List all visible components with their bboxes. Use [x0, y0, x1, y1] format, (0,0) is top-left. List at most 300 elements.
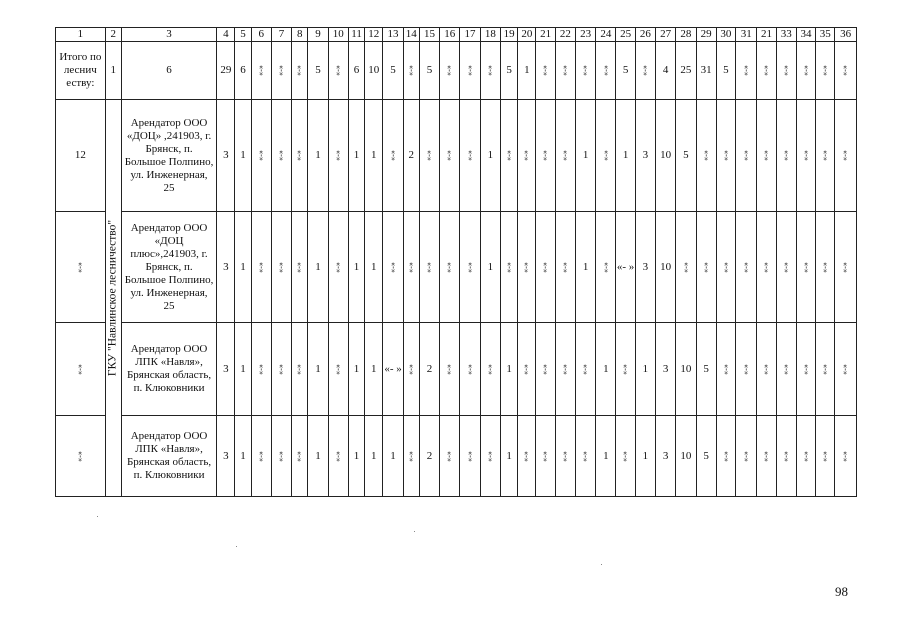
table-row: [56, 323, 857, 416]
ditto-mark: «-»: [522, 363, 532, 375]
ditto-mark: «-»: [256, 450, 266, 462]
row-value: [796, 212, 815, 323]
scan-speck: [236, 546, 237, 547]
column-number: 30: [716, 28, 735, 42]
organization-address: Арендатор ООО ЛПК «Навля», Брянская область, п. Клюковники: [121, 323, 216, 416]
ditto-mark: «-»: [781, 450, 791, 462]
row-value: [835, 212, 857, 323]
total-col2: 1: [105, 42, 121, 100]
row-value: [419, 212, 439, 323]
column-number: 9: [308, 28, 328, 42]
row-value: [251, 416, 271, 497]
row-value: [440, 323, 460, 416]
ditto-mark: «-»: [333, 150, 343, 161]
column-number: 21: [757, 28, 776, 42]
ditto-mark: «-»: [541, 450, 551, 462]
ditto-mark: «-»: [75, 363, 85, 375]
column-number: 16: [440, 28, 460, 42]
column-number: 13: [383, 28, 403, 42]
column-number: 29: [696, 28, 716, 42]
ditto-mark: «-»: [333, 65, 343, 76]
ditto-mark: «-»: [445, 65, 455, 76]
ditto-mark: «-»: [721, 150, 731, 161]
ditto-mark: «-»: [741, 65, 751, 76]
ditto-mark: «-»: [781, 261, 791, 273]
column-number: 2: [105, 28, 121, 42]
total-value: [736, 42, 757, 100]
ditto-mark: «-»: [541, 261, 551, 273]
ditto-mark: «-»: [741, 261, 751, 273]
row-value: [816, 323, 835, 416]
row-value: 10: [676, 323, 696, 416]
column-number: 19: [500, 28, 517, 42]
row-value: [796, 100, 815, 212]
ditto-mark: «-»: [841, 150, 851, 161]
total-value: 31: [696, 42, 716, 100]
row-value: [816, 100, 835, 212]
row-number: 12: [56, 100, 106, 212]
ditto-mark: «-»: [560, 450, 570, 462]
ditto-mark: «-»: [522, 450, 532, 462]
row-value: [460, 212, 480, 323]
row-value: [518, 323, 536, 416]
column-number: 3: [121, 28, 216, 42]
ditto-mark: «-»: [761, 150, 771, 161]
total-value: [480, 42, 500, 100]
row-value: [696, 212, 716, 323]
row-value: [555, 323, 575, 416]
row-value: 3: [656, 416, 676, 497]
ditto-mark: «-»: [445, 450, 455, 462]
ditto-mark: «-»: [256, 261, 266, 273]
ditto-mark: «-»: [445, 261, 455, 273]
ditto-mark: «-»: [295, 65, 305, 76]
column-number: 35: [816, 28, 835, 42]
row-value: 1: [365, 323, 383, 416]
ditto-mark: «-»: [820, 150, 830, 161]
row-value: [518, 212, 536, 323]
row-value: [500, 100, 517, 212]
row-value: [575, 323, 595, 416]
row-value: [716, 212, 735, 323]
row-value: 1: [635, 323, 655, 416]
row-value: 1: [308, 323, 328, 416]
ditto-mark: «-»: [445, 150, 455, 161]
ditto-mark: «-»: [801, 261, 811, 273]
ditto-mark: «-»: [256, 150, 266, 161]
row-value: [271, 416, 291, 497]
row-value: 1: [235, 212, 251, 323]
row-value: 2: [403, 100, 419, 212]
row-value: [835, 416, 857, 497]
row-value: 1: [365, 416, 383, 497]
total-value: [440, 42, 460, 100]
ditto-mark: «-»: [75, 450, 85, 462]
ditto-mark: «-»: [388, 150, 398, 161]
ditto-mark: «-»: [522, 150, 532, 161]
ditto-mark: «-»: [277, 65, 287, 76]
ditto-mark: «-»: [681, 261, 691, 273]
row-value: 1: [348, 212, 364, 323]
column-number: 25: [616, 28, 635, 42]
row-number: [56, 212, 106, 323]
column-number: 36: [835, 28, 857, 42]
ditto-mark: «-»: [841, 450, 851, 462]
ditto-mark: «-»: [295, 363, 305, 375]
column-number: 14: [403, 28, 419, 42]
ditto-mark: «-»: [721, 450, 731, 462]
row-value: [480, 416, 500, 497]
row-value: 1: [616, 100, 635, 212]
total-value: 6: [235, 42, 251, 100]
total-value: [536, 42, 555, 100]
row-value: [383, 212, 403, 323]
ditto-mark: «-»: [425, 150, 435, 161]
ditto-mark: «-»: [504, 150, 514, 161]
row-value: 1: [235, 416, 251, 497]
total-value: 4: [656, 42, 676, 100]
total-label: Итого по леснич еству:: [56, 42, 106, 100]
forestry-name-cell: [105, 100, 121, 497]
ditto-mark: «-»: [277, 450, 287, 462]
total-value: [757, 42, 776, 100]
column-number: 33: [776, 28, 796, 42]
row-value: [271, 323, 291, 416]
ditto-mark: «-»: [256, 65, 266, 76]
row-value: [403, 323, 419, 416]
row-value: 1: [308, 212, 328, 323]
column-number-row: [56, 28, 857, 42]
total-value: [403, 42, 419, 100]
row-value: 1: [308, 416, 328, 497]
row-value: [716, 100, 735, 212]
scan-speck: [97, 516, 98, 517]
ditto-mark: «-»: [801, 150, 811, 161]
row-value: 1: [383, 416, 403, 497]
row-value: 3: [635, 212, 655, 323]
row-value: [716, 323, 735, 416]
row-value: 1: [348, 100, 364, 212]
row-value: 10: [656, 212, 676, 323]
row-value: [596, 212, 616, 323]
total-value: 5: [616, 42, 635, 100]
row-value: [716, 416, 735, 497]
row-value: [757, 416, 776, 497]
row-value: [596, 100, 616, 212]
ditto-mark: «-»: [485, 363, 495, 375]
column-number: 18: [480, 28, 500, 42]
row-value: [776, 212, 796, 323]
total-value: 5: [383, 42, 403, 100]
column-number: 11: [348, 28, 364, 42]
ditto-mark: «-»: [333, 261, 343, 273]
ditto-mark: «-»: [820, 450, 830, 462]
row-value: 1: [235, 323, 251, 416]
row-value: 1: [635, 416, 655, 497]
row-value: 5: [696, 416, 716, 497]
page-number: 98: [835, 584, 848, 599]
row-value: [440, 100, 460, 212]
row-value: [440, 212, 460, 323]
row-value: 5: [676, 100, 696, 212]
row-value: [403, 212, 419, 323]
total-value: [796, 42, 815, 100]
scan-speck: [414, 531, 415, 532]
column-number: 6: [251, 28, 271, 42]
total-value: 5: [419, 42, 439, 100]
row-value: 3: [217, 212, 235, 323]
ditto-mark: «-»: [75, 261, 85, 273]
ditto-mark: «-»: [841, 65, 851, 76]
total-value: [835, 42, 857, 100]
total-col3: 6: [121, 42, 216, 100]
row-value: [776, 100, 796, 212]
ditto-mark: «-»: [801, 450, 811, 462]
row-value: [796, 416, 815, 497]
ditto-mark: «-»: [425, 261, 435, 273]
total-value: 5: [500, 42, 517, 100]
row-value: 10: [676, 416, 696, 497]
ditto-mark: «-»: [601, 261, 611, 273]
ditto-mark: «-»: [701, 261, 711, 273]
total-value: [271, 42, 291, 100]
total-value: [555, 42, 575, 100]
organization-address: Арендатор ООО «ДОЦ» ,241903, г. Брянск, п. Большое Полпино, ул. Инженерная, 25: [121, 100, 216, 212]
ditto-mark: «-»: [295, 261, 305, 273]
total-value: [816, 42, 835, 100]
row-value: [555, 212, 575, 323]
ditto-mark: «-»: [465, 450, 475, 462]
row-value: [292, 212, 308, 323]
ditto-mark: «-»: [820, 363, 830, 375]
ditto-mark: «-»: [841, 261, 851, 273]
column-number: 5: [235, 28, 251, 42]
row-value: 5: [696, 323, 716, 416]
row-value: 10: [656, 100, 676, 212]
column-number: 4: [217, 28, 235, 42]
total-value: 29: [217, 42, 235, 100]
row-value: [460, 323, 480, 416]
ditto-mark: «-»: [701, 150, 711, 161]
column-number: 22: [555, 28, 575, 42]
row-value: «- »: [383, 323, 403, 416]
column-number: 1: [56, 28, 106, 42]
ditto-mark: «-»: [820, 261, 830, 273]
row-value: 1: [575, 100, 595, 212]
row-value: [575, 416, 595, 497]
column-number: 12: [365, 28, 383, 42]
row-value: [616, 323, 635, 416]
row-value: 3: [217, 100, 235, 212]
row-value: [555, 416, 575, 497]
column-number: 24: [596, 28, 616, 42]
row-value: [536, 100, 555, 212]
ditto-mark: «-»: [277, 363, 287, 375]
ditto-mark: «-»: [277, 261, 287, 273]
scan-speck: [601, 564, 602, 565]
row-value: 3: [217, 323, 235, 416]
ditto-mark: «-»: [761, 450, 771, 462]
row-value: [816, 212, 835, 323]
total-row: [56, 42, 857, 100]
row-value: [736, 212, 757, 323]
total-value: 10: [365, 42, 383, 100]
row-value: [292, 323, 308, 416]
row-value: [776, 416, 796, 497]
row-value: [776, 323, 796, 416]
row-value: «- »: [616, 212, 635, 323]
table-row: [56, 212, 857, 323]
row-value: 1: [308, 100, 328, 212]
row-value: 1: [500, 323, 517, 416]
ditto-mark: «-»: [406, 363, 416, 375]
row-value: [328, 323, 348, 416]
row-value: 3: [656, 323, 676, 416]
ditto-mark: «-»: [841, 363, 851, 375]
total-value: [635, 42, 655, 100]
ditto-mark: «-»: [820, 65, 830, 76]
row-value: [536, 323, 555, 416]
column-number: 10: [328, 28, 348, 42]
column-number: 26: [635, 28, 655, 42]
ditto-mark: «-»: [581, 65, 591, 76]
ditto-mark: «-»: [721, 261, 731, 273]
ditto-mark: «-»: [621, 450, 631, 462]
table-row: [56, 100, 857, 212]
total-value: [596, 42, 616, 100]
ditto-mark: «-»: [406, 65, 416, 76]
ditto-mark: «-»: [741, 363, 751, 375]
column-number: 34: [796, 28, 815, 42]
row-value: [271, 100, 291, 212]
row-value: [736, 100, 757, 212]
row-value: 1: [235, 100, 251, 212]
row-value: [460, 416, 480, 497]
ditto-mark: «-»: [485, 65, 495, 76]
row-value: [816, 416, 835, 497]
row-value: [757, 100, 776, 212]
column-number: 21: [536, 28, 555, 42]
row-value: [251, 100, 271, 212]
ditto-mark: «-»: [761, 65, 771, 76]
row-value: 2: [419, 416, 439, 497]
row-value: [835, 100, 857, 212]
row-value: [251, 323, 271, 416]
row-value: 1: [365, 100, 383, 212]
row-value: 3: [635, 100, 655, 212]
column-number: 7: [271, 28, 291, 42]
row-value: [292, 100, 308, 212]
ditto-mark: «-»: [621, 363, 631, 375]
total-value: [328, 42, 348, 100]
ditto-mark: «-»: [541, 363, 551, 375]
total-value: [292, 42, 308, 100]
row-value: [676, 212, 696, 323]
row-value: [328, 416, 348, 497]
column-number: 27: [656, 28, 676, 42]
row-value: [419, 100, 439, 212]
row-value: [440, 416, 460, 497]
column-number: 20: [518, 28, 536, 42]
column-number: 15: [419, 28, 439, 42]
row-value: 1: [596, 416, 616, 497]
organization-address: Арендатор ООО «ДОЦ плюс»,241903, г. Брянск, п. Большое Полпино, ул. Инженерная, 25: [121, 212, 216, 323]
ditto-mark: «-»: [256, 363, 266, 375]
ditto-mark: «-»: [406, 261, 416, 273]
row-value: 1: [480, 212, 500, 323]
ditto-mark: «-»: [504, 261, 514, 273]
ditto-mark: «-»: [581, 363, 591, 375]
row-value: 1: [575, 212, 595, 323]
row-value: [757, 212, 776, 323]
ditto-mark: «-»: [581, 450, 591, 462]
row-number: [56, 416, 106, 497]
row-value: [796, 323, 815, 416]
row-value: [383, 100, 403, 212]
row-value: [500, 212, 517, 323]
ditto-mark: «-»: [560, 363, 570, 375]
forest-register-table: [55, 27, 857, 497]
ditto-mark: «-»: [541, 65, 551, 76]
total-value: [251, 42, 271, 100]
column-number: 23: [575, 28, 595, 42]
ditto-mark: «-»: [601, 150, 611, 161]
ditto-mark: «-»: [333, 363, 343, 375]
ditto-mark: «-»: [388, 261, 398, 273]
row-value: [736, 323, 757, 416]
row-value: [328, 100, 348, 212]
row-value: [328, 212, 348, 323]
organization-address: Арендатор ООО ЛПК «Навля», Брянская область, п. Клюковники: [121, 416, 216, 497]
ditto-mark: «-»: [640, 65, 650, 76]
ditto-mark: «-»: [465, 150, 475, 161]
row-value: [616, 416, 635, 497]
ditto-mark: «-»: [522, 261, 532, 273]
ditto-mark: «-»: [485, 450, 495, 462]
row-value: [292, 416, 308, 497]
row-value: [460, 100, 480, 212]
ditto-mark: «-»: [406, 450, 416, 462]
ditto-mark: «-»: [761, 363, 771, 375]
ditto-mark: «-»: [761, 261, 771, 273]
ditto-mark: «-»: [295, 150, 305, 161]
ditto-mark: «-»: [560, 261, 570, 273]
row-value: [271, 212, 291, 323]
ditto-mark: «-»: [465, 65, 475, 76]
row-value: [536, 212, 555, 323]
total-value: 1: [518, 42, 536, 100]
total-value: 5: [716, 42, 735, 100]
row-value: 1: [348, 416, 364, 497]
forestry-name: ГКУ "Навлинское лесничество": [106, 219, 119, 377]
ditto-mark: «-»: [541, 150, 551, 161]
ditto-mark: «-»: [801, 363, 811, 375]
row-value: 1: [500, 416, 517, 497]
row-value: [518, 100, 536, 212]
column-number: 17: [460, 28, 480, 42]
total-value: [575, 42, 595, 100]
row-value: [555, 100, 575, 212]
column-number: 28: [676, 28, 696, 42]
row-value: [536, 416, 555, 497]
row-value: [251, 212, 271, 323]
ditto-mark: «-»: [721, 363, 731, 375]
ditto-mark: «-»: [781, 65, 791, 76]
column-number: 31: [736, 28, 757, 42]
row-value: [518, 416, 536, 497]
row-value: [480, 323, 500, 416]
row-value: 1: [596, 323, 616, 416]
